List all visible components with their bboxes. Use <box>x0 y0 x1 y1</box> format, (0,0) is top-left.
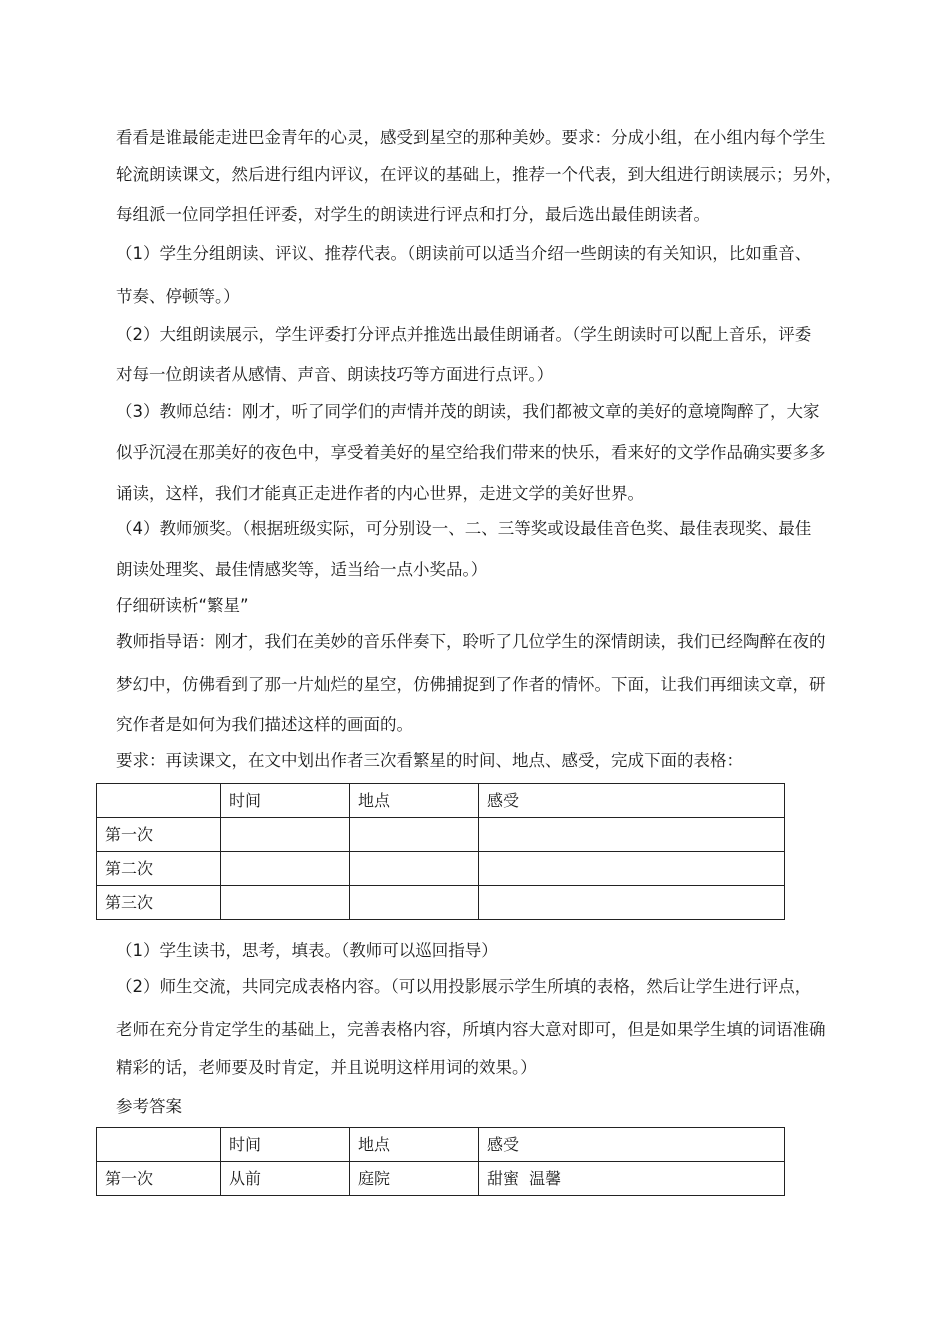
table-cell <box>221 886 350 920</box>
text-line: （2）师生交流，共同完成表格内容。（可以用投影展示学生所填的表格，然后让学生进行评点， <box>116 977 812 996</box>
table-row <box>97 852 785 886</box>
table-cell: 第一次 <box>97 818 221 852</box>
observation-table <box>96 783 785 920</box>
table-cell: 甜蜜 温馨 <box>479 1162 785 1196</box>
table-header-cell: 时间 <box>221 784 350 818</box>
table-row <box>97 818 785 852</box>
section-heading: 仔细研读析“繁星” <box>116 596 249 615</box>
text-line: 究作者是如何为我们描述这样的画面的。 <box>116 715 413 734</box>
text-line: （1）学生分组朗读、评议、推荐代表。（朗读前可以适当介绍一些朗读的有关知识，比如重音、 <box>116 244 812 263</box>
table-cell: 第三次 <box>97 886 221 920</box>
table-cell <box>350 852 479 886</box>
text-line: 每组派一位同学担任评委，对学生的朗读进行评点和打分，最后选出最佳朗读者。 <box>116 205 710 224</box>
table-cell: 从前 <box>221 1162 350 1196</box>
answer-table <box>96 1127 785 1196</box>
text-line: 似乎沉浸在那美好的夜色中，享受着美好的星空给我们带来的快乐，看来好的文学作品确实要多多 <box>116 443 826 462</box>
text-line: （1）学生读书，思考，填表。（教师可以巡回指导） <box>116 941 498 960</box>
text-line: 要求：再读课文，在文中划出作者三次看繁星的时间、地点、感受，完成下面的表格： <box>116 751 743 770</box>
table-header-cell: 地点 <box>350 784 479 818</box>
table-cell <box>479 818 785 852</box>
table-cell <box>350 886 479 920</box>
table-header-cell: 时间 <box>221 1128 350 1162</box>
table-header-row <box>97 784 785 818</box>
table-header-cell <box>97 784 221 818</box>
table-cell: 第一次 <box>97 1162 221 1196</box>
table-row <box>97 886 785 920</box>
section-heading: 参考答案 <box>116 1097 182 1116</box>
text-line: 节奏、停顿等。） <box>116 287 240 306</box>
table-header-cell <box>97 1128 221 1162</box>
text-line: 梦幻中，仿佛看到了那一片灿烂的星空，仿佛捕捉到了作者的情怀。下面，让我们再细读文章，研 <box>116 675 826 694</box>
table-cell <box>350 818 479 852</box>
table-cell <box>479 886 785 920</box>
table-cell <box>221 818 350 852</box>
text-line: 教师指导语：刚才，我们在美妙的音乐伴奏下，聆听了几位学生的深情朗读，我们已经陶醉在夜的 <box>116 632 826 651</box>
table-header-cell: 感受 <box>479 1128 785 1162</box>
text-line: 轮流朗读课文，然后进行组内评议，在评议的基础上，推荐一个代表，到大组进行朗读展示；另外， <box>116 165 842 184</box>
table-header-cell: 感受 <box>479 784 785 818</box>
text-line: 精彩的话，老师要及时肯定，并且说明这样用词的效果。） <box>116 1058 537 1077</box>
table-cell <box>479 852 785 886</box>
text-line: 对每一位朗读者从感情、声音、朗读技巧等方面进行点评。） <box>116 365 554 384</box>
text-line: 朗读处理奖、最佳情感奖等，适当给一点小奖品。） <box>116 560 488 579</box>
text-line: （3）教师总结：刚才，听了同学们的声情并茂的朗读，我们都被文章的美好的意境陶醉了，大家 <box>116 402 820 421</box>
text-line: （4）教师颁奖。（根据班级实际，可分别设一、二、三等奖或设最佳音色奖、最佳表现奖、最佳 <box>116 519 812 538</box>
table-header-cell: 地点 <box>350 1128 479 1162</box>
table-cell: 庭院 <box>350 1162 479 1196</box>
table-row <box>97 1162 785 1196</box>
text-line: 老师在充分肯定学生的基础上，完善表格内容，所填内容大意对即可，但是如果学生填的词语准确 <box>116 1020 826 1039</box>
table-header-row <box>97 1128 785 1162</box>
table-cell: 第二次 <box>97 852 221 886</box>
text-line: （2）大组朗读展示，学生评委打分评点并推选出最佳朗诵者。（学生朗读时可以配上音乐，评委 <box>116 325 812 344</box>
table-cell <box>221 852 350 886</box>
text-line: 诵读，这样，我们才能真正走进作者的内心世界，走进文学的美好世界。 <box>116 484 644 503</box>
text-line: 看看是谁最能走进巴金青年的心灵，感受到星空的那种美妙。要求：分成小组，在小组内每个学生 <box>116 128 826 147</box>
